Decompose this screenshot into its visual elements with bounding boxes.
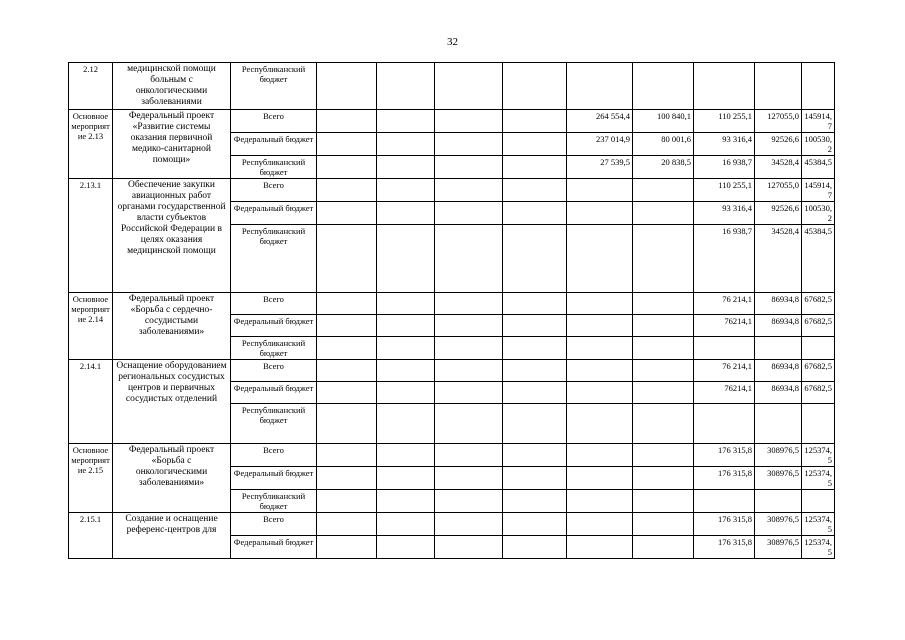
source-federal: Федеральный бюджет xyxy=(231,382,317,404)
value-cell: 67682,5 xyxy=(802,293,835,315)
value-cell: 308976,5 xyxy=(755,536,802,559)
value-cell: 237 014,9 xyxy=(567,133,633,156)
value-cell: 145914,7 xyxy=(802,179,835,202)
value-cell: 176 315,8 xyxy=(694,513,755,536)
table-row xyxy=(69,360,835,382)
value-cell: 125374,5 xyxy=(802,444,835,467)
page-number: 32 xyxy=(447,36,458,48)
value-cell: 93 316,4 xyxy=(694,133,755,156)
value-cell: 76 214,1 xyxy=(694,360,755,382)
row-name: Оснащение оборудованием региональных сосудистых центров и первичных сосудистых отделений xyxy=(113,360,231,444)
value-cell: 100530,2 xyxy=(802,133,835,156)
value-cell: 125374,5 xyxy=(802,513,835,536)
value-cell: 176 315,8 xyxy=(694,536,755,559)
table-row xyxy=(69,63,835,110)
value-cell: 67682,5 xyxy=(802,382,835,404)
value-cell: 127055,0 xyxy=(755,179,802,202)
value-cell: 308976,5 xyxy=(755,467,802,490)
source-federal: Федеральный бюджет xyxy=(231,315,317,337)
table-row xyxy=(69,179,835,202)
row-code: 2.13.1 xyxy=(69,179,113,293)
value-cell: 27 539,5 xyxy=(567,156,633,179)
source-federal: Федеральный бюджет xyxy=(231,467,317,490)
value-cell: 86934,8 xyxy=(755,382,802,404)
value-cell: 100530,2 xyxy=(802,202,835,225)
source-federal: Федеральный бюджет xyxy=(231,133,317,156)
table-row xyxy=(69,444,835,467)
source-total: Всего xyxy=(231,444,317,467)
value-cell: 92526,6 xyxy=(755,202,802,225)
value-cell: 125374,5 xyxy=(802,467,835,490)
value-cell: 176 315,8 xyxy=(694,444,755,467)
value-cell: 92526,6 xyxy=(755,133,802,156)
value-cell: 110 255,1 xyxy=(694,110,755,133)
source-total: Всего xyxy=(231,293,317,315)
table-row xyxy=(69,513,835,536)
value-cell: 76214,1 xyxy=(694,382,755,404)
source-federal: Федеральный бюджет xyxy=(231,536,317,559)
value-cell: 308976,5 xyxy=(755,444,802,467)
row-code: 2.14.1 xyxy=(69,360,113,444)
value-cell: 16 938,7 xyxy=(694,156,755,179)
value-cell: 100 840,1 xyxy=(633,110,694,133)
source-republican: Республиканский бюджет xyxy=(231,63,317,110)
row-code: 2.12 xyxy=(69,63,113,110)
row-name: Федеральный проект «Развитие системы оказания первичной медико-санитарной помощи» xyxy=(113,110,231,179)
row-name: Обеспечение закупки авиационных работ органами государственной власти субъектов Российской Федерации в целях оказания медицинской помощи xyxy=(113,179,231,293)
value-cell: 93 316,4 xyxy=(694,202,755,225)
row-code: Основное мероприятие 2.15 xyxy=(69,444,113,513)
value-cell: 34528,4 xyxy=(755,225,802,293)
source-republican: Республиканский бюджет xyxy=(231,337,317,360)
table-row xyxy=(69,110,835,133)
value-cell: 45384,5 xyxy=(802,156,835,179)
source-federal: Федеральный бюджет xyxy=(231,202,317,225)
row-name: Федеральный проект «Борьба с сердечно-сосудистыми заболеваниями» xyxy=(113,293,231,360)
value-cell: 16 938,7 xyxy=(694,225,755,293)
value-cell: 67682,5 xyxy=(802,315,835,337)
value-cell: 45384,5 xyxy=(802,225,835,293)
value-cell: 86934,8 xyxy=(755,360,802,382)
row-name: Федеральный проект «Борьба с онкологическими заболеваниями» xyxy=(113,444,231,513)
row-code: Основное мероприятие 2.13 xyxy=(69,110,113,179)
value-cell: 110 255,1 xyxy=(694,179,755,202)
source-republican: Республиканский бюджет xyxy=(231,225,317,293)
value-cell: 176 315,8 xyxy=(694,467,755,490)
value-cell: 76214,1 xyxy=(694,315,755,337)
source-republican: Республиканский бюджет xyxy=(231,156,317,179)
value-cell: 34528,4 xyxy=(755,156,802,179)
value-cell: 86934,8 xyxy=(755,315,802,337)
value-cell: 308976,5 xyxy=(755,513,802,536)
row-code: Основное мероприятие 2.14 xyxy=(69,293,113,360)
value-cell: 264 554,4 xyxy=(567,110,633,133)
source-republican: Республиканский бюджет xyxy=(231,404,317,444)
value-cell: 127055,0 xyxy=(755,110,802,133)
row-name: медицинской помощи больным с онкологическими заболеваниями xyxy=(113,63,231,110)
budget-table xyxy=(68,62,835,559)
value-cell: 67682,5 xyxy=(802,360,835,382)
value-cell: 80 001,6 xyxy=(633,133,694,156)
source-republican: Республиканский бюджет xyxy=(231,490,317,513)
row-name: Создание и оснащение референс-центров для xyxy=(113,513,231,559)
source-total: Всего xyxy=(231,110,317,133)
value-cell: 76 214,1 xyxy=(694,293,755,315)
value-cell: 20 838,5 xyxy=(633,156,694,179)
source-total: Всего xyxy=(231,513,317,536)
row-code: 2.15.1 xyxy=(69,513,113,559)
value-cell: 125374,5 xyxy=(802,536,835,559)
value-cell: 145914,7 xyxy=(802,110,835,133)
source-total: Всего xyxy=(231,179,317,202)
source-total: Всего xyxy=(231,360,317,382)
value-cell: 86934,8 xyxy=(755,293,802,315)
table-row xyxy=(69,293,835,315)
